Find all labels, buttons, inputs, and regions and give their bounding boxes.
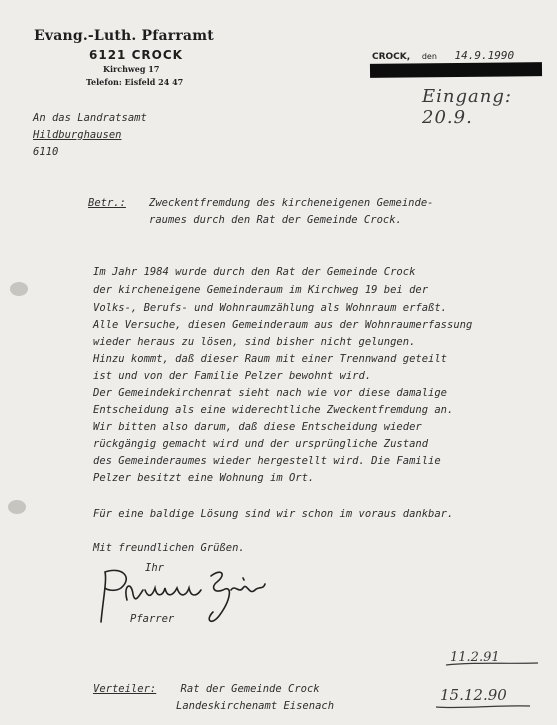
body-line: Volks-, Berufs- und Wohnraumzählung als Wohnraum erfaßt. (93, 302, 448, 314)
distribution-line-1: Rat der Gemeinde Crock (180, 683, 320, 695)
underline-stroke (434, 702, 534, 712)
letterhead-street: Kirchweg 17 (103, 64, 160, 74)
body-line: Pelzer besitzt eine Wohnung im Ort. (93, 472, 315, 484)
subject-line-2: raumes durch den Rat der Gemeinde Crock. (149, 214, 402, 226)
signoff: Ihr (145, 562, 164, 574)
handwritten-date-1: 11.2.91 (450, 650, 500, 665)
punch-hole (10, 282, 28, 296)
dateline (372, 44, 514, 63)
body-line: des Gemeinderaumes wieder hergestellt wird. Die Familie (93, 455, 441, 467)
body-line: rückgängig gemacht wird und der ursprüngliche Zustand (93, 438, 429, 450)
body-line: ist und von der Familie Pelzer bewohnt wird. (93, 370, 372, 382)
strike-line (444, 660, 540, 668)
body-line: Hinzu kommt, daß dieser Raum mit einer Trennwand geteilt (93, 353, 448, 365)
handwritten-date-2: 15.12.90 (440, 686, 507, 704)
recipient-line-2: Hildburghausen (33, 129, 122, 141)
date-den: den (421, 52, 437, 61)
recipient-line-1: An das Landratsamt (33, 112, 147, 124)
letterhead-city: 6121 CROCK (89, 48, 183, 62)
handwritten-receipt: Eingang: 20.9. (422, 86, 512, 128)
body-line: Wir bitten also darum, daß diese Entscheidung wieder (93, 421, 422, 433)
body-line: Der Gemeindekirchenrat sieht nach wie vor diese damalige (93, 387, 448, 399)
signature (93, 560, 283, 632)
signer-title: Pfarrer (130, 613, 175, 625)
recipient-line-3: 6110 (33, 146, 59, 158)
distribution-line-2: Landeskirchenamt Eisenach (176, 700, 335, 712)
distribution-row-1 (93, 683, 320, 695)
body-line: der kircheneigene Gemeinderaum im Kirchweg 19 bei der (93, 284, 429, 296)
letterhead-org: Evang.-Luth. Pfarramt (34, 28, 214, 44)
distribution-label: Verteiler: (93, 683, 157, 695)
subject-label: Betr.: (88, 197, 126, 209)
closing-request: Für eine baldige Lösung sind wir schon im voraus dankbar. (93, 508, 454, 520)
body-line: wieder heraus zu lösen, sind bisher nicht gelungen. (93, 336, 416, 348)
redaction-bar (370, 62, 542, 78)
greeting: Mit freundlichen Grüßen. (93, 542, 245, 554)
punch-hole (8, 500, 26, 514)
body-line: Entscheidung als eine widerechtliche Zweckentfremdung an. (93, 404, 454, 416)
letterhead-phone: Telefon: Eisfeld 24 47 (86, 77, 184, 87)
body-line: Alle Versuche, diesen Gemeinderaum aus der Wohnraumerfassung (93, 319, 473, 331)
subject-line-1: Zweckentfremdung des kircheneigenen Gemeinde- (149, 197, 434, 209)
date-place: CROCK, (372, 52, 411, 62)
date-value: 14.9.1990 (454, 49, 515, 62)
body-line: Im Jahr 1984 wurde durch den Rat der Gemeinde Crock (93, 266, 416, 278)
